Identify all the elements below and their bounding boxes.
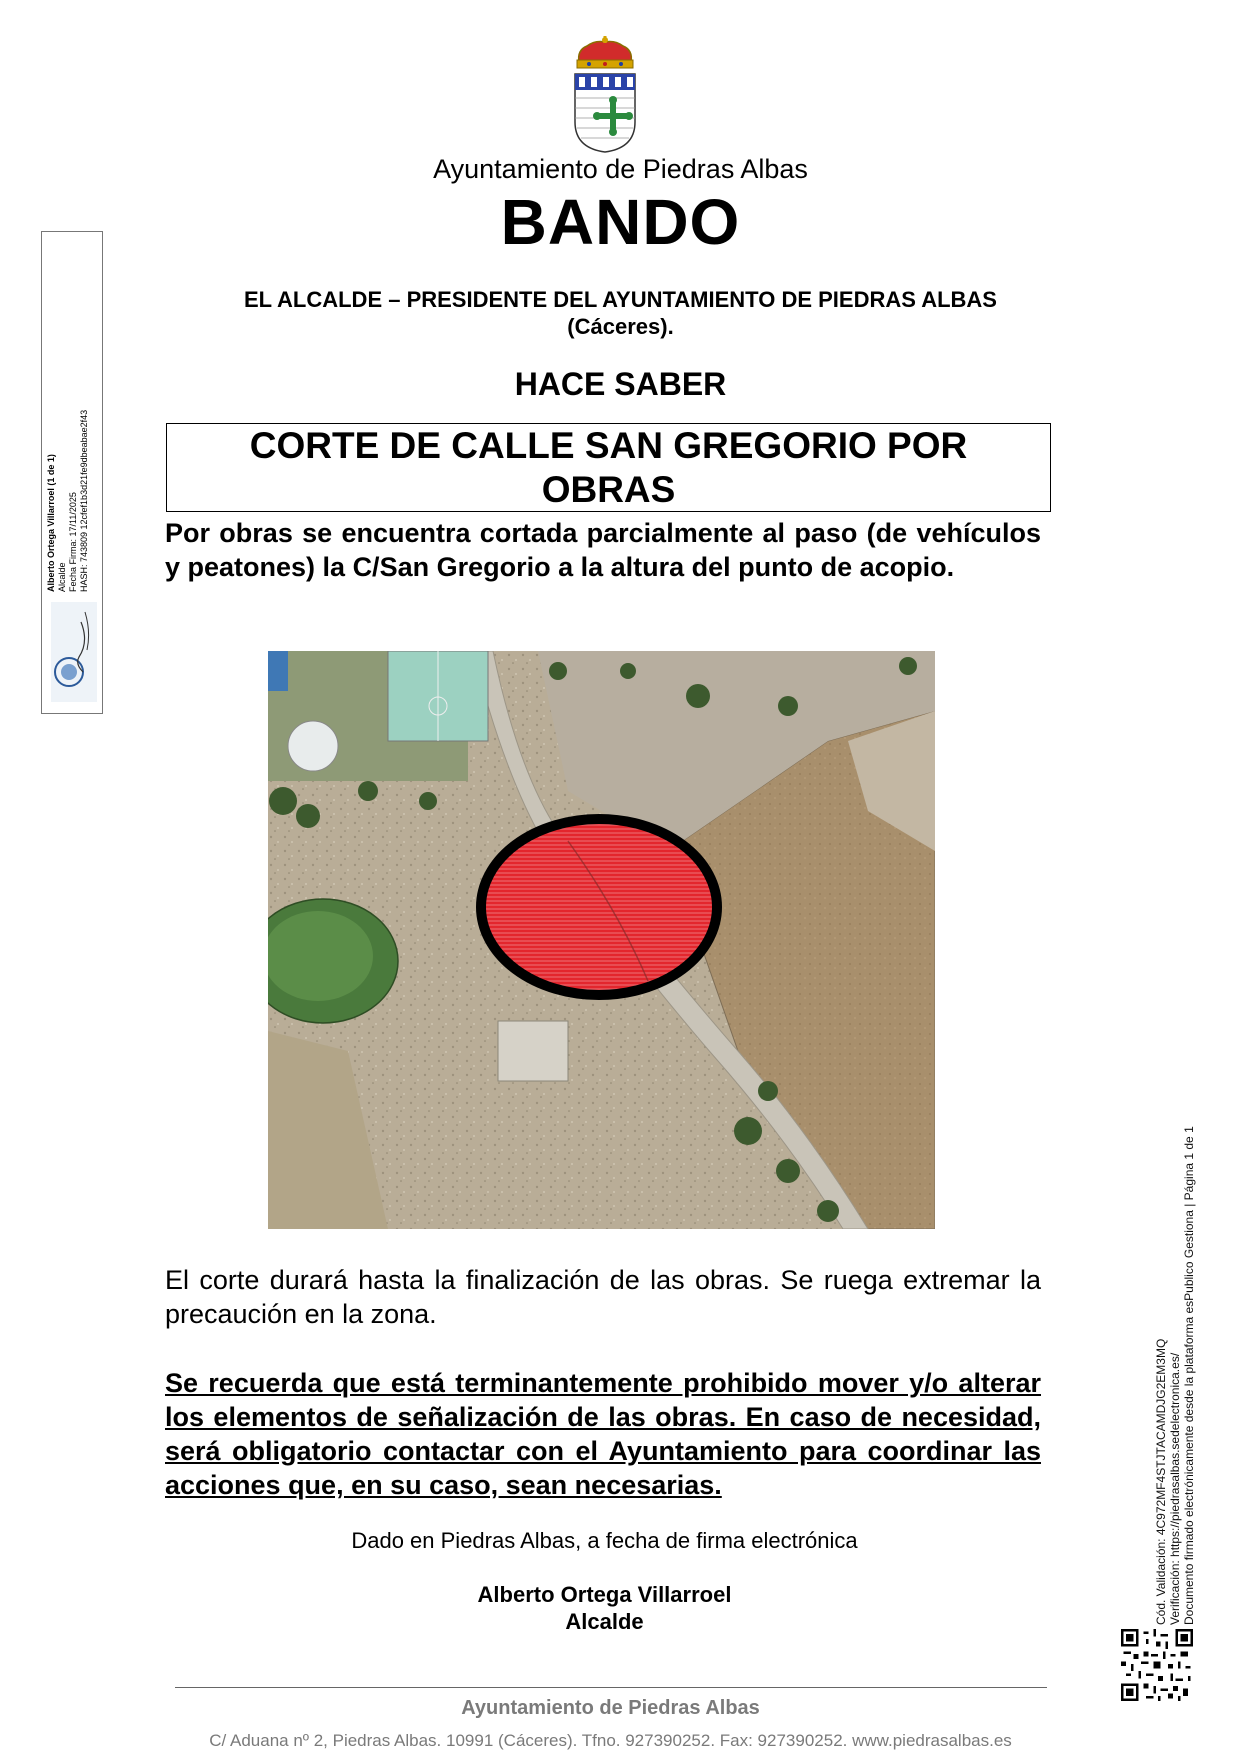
date-line: Dado en Piedras Albas, a fecha de firma electrónica xyxy=(351,1528,858,1553)
org-title: Ayuntamiento de Piedras Albas xyxy=(433,154,808,184)
road-closure-marker xyxy=(481,819,717,995)
footer-org-name: Ayuntamiento de Piedras Albas xyxy=(461,1697,760,1719)
stamp-signer: Alberto Ortega Villarroel (1 de 1) xyxy=(46,454,56,592)
qr-code-icon[interactable] xyxy=(1121,1629,1193,1701)
footer-address: C/ Aduana nº 2, Piedras Albas. 10991 (Cáceres). Tfno. 927390252. Fax: 927390252. www.piedrasalbas.es xyxy=(209,1731,1012,1750)
verification-text xyxy=(1154,1105,1196,1625)
municipal-seal-icon xyxy=(51,602,97,702)
warning-paragraph: Se recuerda que está terminantemente prohibido mover y/o alterar los elementos de señalización de las obras. En caso de necesidad, será obligatorio contactar con el Ayuntamiento para coordinar las acciones que, en su caso, sean necesarias. xyxy=(165,1368,1041,1500)
signature-stamp-text xyxy=(46,252,90,592)
notice-title-line-1: CORTE DE CALLE SAN GREGORIO POR xyxy=(249,424,968,466)
document-type-title: BANDO xyxy=(500,186,741,258)
aerial-map-image xyxy=(268,651,935,1229)
duration-paragraph: El corte durará hasta la finalización de las obras. Se ruega extremar la precaución en la zona. xyxy=(165,1265,1041,1329)
notice-title-box xyxy=(166,423,1051,512)
intro-paragraph: Por obras se encuentra cortada parcialmente al paso (de vehículos y peatones) la C/San Gregorio a la altura del punto de acopio. xyxy=(165,518,1041,582)
stamp-date: Fecha Firma: 17/11/2025 xyxy=(68,492,78,592)
stamp-role: Alcalde xyxy=(57,562,67,592)
validation-code: Cód. Validación: 4C972MF4STJTACAMDJG2EM3MQ xyxy=(1154,1338,1168,1625)
footer-divider xyxy=(175,1687,1047,1688)
electronic-signature-stamp xyxy=(41,231,103,714)
coat-of-arms-icon xyxy=(569,36,641,154)
hace-saber-heading: HACE SABER xyxy=(514,366,727,402)
signer-name: Alberto Ortega Villarroel xyxy=(477,1582,732,1607)
signed-platform-note: Documento firmado electrónicamente desde la plataforma esPublico Gestiona | Página 1 de 1 xyxy=(1182,1126,1196,1625)
issuer-heading-line-2: (Cáceres). xyxy=(567,314,674,339)
verification-url: Verificación: https://piedrasalbas.sedelectronica.es/ xyxy=(1168,1352,1182,1625)
issuer-heading xyxy=(160,286,1081,340)
notice-title-line-2: OBRAS xyxy=(541,468,676,510)
issuer-heading-line-1: EL ALCALDE – PRESIDENTE DEL AYUNTAMIENTO DE PIEDRAS ALBAS xyxy=(244,287,997,312)
signer-role: Alcalde xyxy=(565,1609,644,1634)
stamp-hash: HASH: 743809 12cfef1b3d21fe9dbeabae2f43 xyxy=(79,409,89,592)
